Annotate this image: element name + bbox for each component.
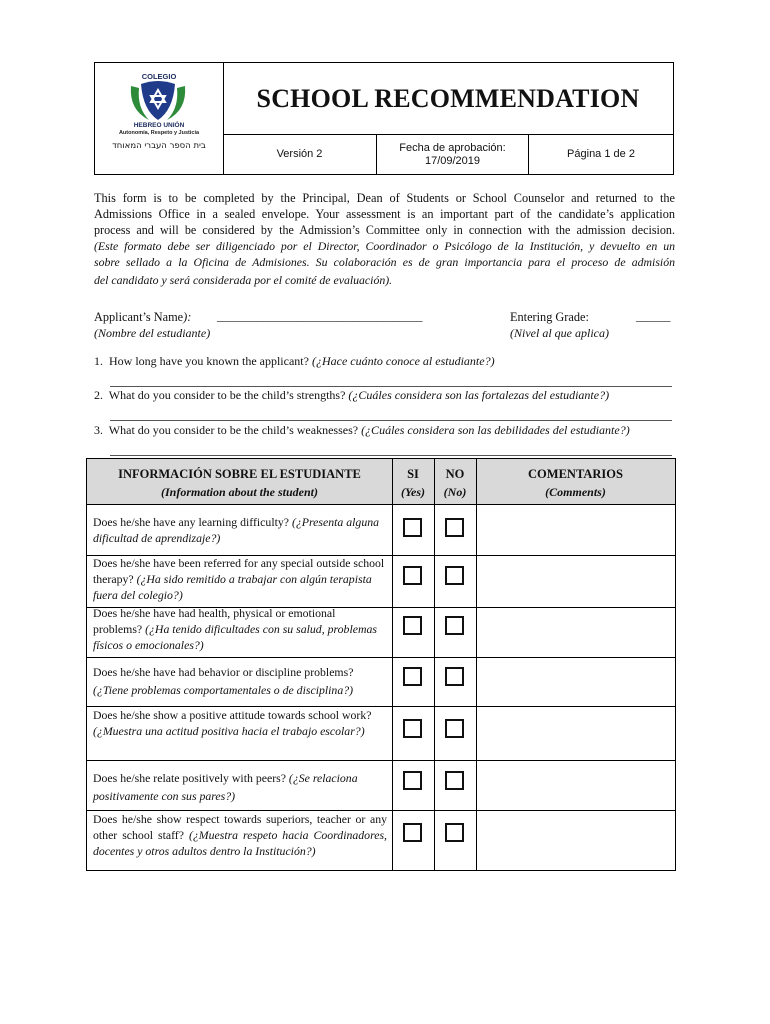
yes-checkbox[interactable] bbox=[403, 566, 422, 585]
logo-name: HEBREO UNIÓN bbox=[133, 122, 185, 129]
table-row-question: Does he/she show a positive attitude towards school work? (¿Muestra una actitud positiva hacia el trabajo escolar?) bbox=[93, 708, 372, 738]
no-checkbox[interactable] bbox=[445, 823, 464, 842]
header-no-en: (No) bbox=[443, 485, 467, 499]
entering-grade-field[interactable]: ______ bbox=[636, 309, 671, 323]
header-comments: COMENTARIOS bbox=[528, 467, 623, 481]
question-2: 2. What do you consider to be the child’s strengths? (¿Cuáles considera son las fortalezas del estudiante?) bbox=[94, 388, 610, 402]
no-checkbox[interactable] bbox=[445, 719, 464, 738]
table-row-question: Does he/she relate positively with peers? (¿Se relaciona positivamente con sus pares?) bbox=[93, 771, 358, 803]
approval-date-cell bbox=[377, 135, 529, 174]
logo-cell bbox=[95, 63, 224, 174]
comments-column[interactable] bbox=[477, 505, 674, 870]
answer-line-1[interactable] bbox=[110, 386, 672, 387]
applicant-name-field[interactable]: ____________________________________ bbox=[217, 309, 423, 323]
no-checkbox[interactable] bbox=[445, 667, 464, 686]
approval-date-value: 17/09/2019 bbox=[424, 154, 481, 167]
version-label: Versión 2 bbox=[223, 135, 377, 174]
answer-line-3[interactable] bbox=[110, 455, 672, 456]
yes-checkbox[interactable] bbox=[403, 771, 422, 790]
document-header bbox=[94, 62, 674, 175]
applicant-name-label: Applicant’s Name): bbox=[94, 310, 192, 324]
table-row-question: Does he/she have any learning difficulty? (¿Presenta alguna dificultad de aprendizaje?) bbox=[93, 515, 380, 545]
entering-grade-label-es: (Nivel al que aplica) bbox=[510, 326, 609, 340]
no-checkbox[interactable] bbox=[445, 566, 464, 585]
no-checkbox[interactable] bbox=[445, 616, 464, 635]
answer-line-2[interactable] bbox=[110, 420, 672, 421]
approval-date-label: Fecha de aprobación: bbox=[399, 141, 506, 154]
school-logo-icon bbox=[127, 80, 189, 122]
logo-top-text: COLEGIO bbox=[141, 72, 177, 81]
yes-checkbox[interactable] bbox=[403, 823, 422, 842]
applicant-name-label-es: (Nombre del estudiante) bbox=[94, 326, 211, 340]
header-si: SI bbox=[407, 467, 419, 481]
student-info-table bbox=[86, 458, 676, 871]
intro-line: This form is to be completed by the Principal, Dean of Students or School Counselor and returned to the bbox=[94, 191, 675, 205]
question-1: 1. How long have you known the applicant? (¿Hace cuánto conoce al estudiante?) bbox=[94, 354, 495, 368]
table-row-question: Does he/she have been referred for any special outside school therapy? (¿Ha sido remitido a trabajar con algún terapista fuera del colegio?) bbox=[93, 556, 385, 602]
yes-checkbox[interactable] bbox=[403, 616, 422, 635]
intro-line-es: (Este formato debe ser diligenciado por el Director, Coordinador o Psicólogo de la Institución, y devuelto en un bbox=[94, 239, 675, 253]
header-no: NO bbox=[445, 467, 465, 481]
entering-grade-label: Entering Grade: bbox=[510, 310, 589, 324]
header-info-en: (Information about the student) bbox=[160, 485, 319, 499]
page-title: SCHOOL RECOMMENDATION bbox=[223, 63, 673, 135]
logo-hebrew-text: בית הספר העברי המאוחד bbox=[112, 141, 206, 151]
intro-line: process and will be considered by the Admission’s Committee only in connection with the admission decision. bbox=[94, 223, 675, 237]
page-number: Página 1 de 2 bbox=[567, 148, 635, 160]
header-si-en: (Yes) bbox=[401, 485, 425, 499]
intro-paragraph bbox=[94, 190, 675, 288]
header-comments-en: (Comments) bbox=[545, 485, 606, 499]
no-checkbox[interactable] bbox=[445, 518, 464, 537]
table-row-question: Does he/she show respect towards superiors, teacher or any other school staff? (¿Muestra respeto hacia Coordinadores, docentes y otros adultos dentro la Institución?) bbox=[93, 812, 388, 858]
yes-checkbox[interactable] bbox=[403, 719, 422, 738]
yes-checkbox[interactable] bbox=[403, 667, 422, 686]
intro-line-es: sobre sellado a la Oficina de Admisiones. Su colaboración es de gran importancia para el proceso de admisión bbox=[94, 255, 675, 269]
question-3: 3. What do you consider to be the child’s weaknesses? (¿Cuáles considera son las debilidades del estudiante?) bbox=[94, 423, 630, 437]
intro-line: Admissions Office in a sealed envelope. Your assessment is an important part of the candidate’s application bbox=[94, 207, 675, 221]
header-info: INFORMACIÓN SOBRE EL ESTUDIANTE bbox=[118, 467, 361, 481]
yes-checkbox[interactable] bbox=[403, 518, 422, 537]
logo-motto: Autonomía, Respeto y Justicia bbox=[118, 130, 200, 136]
table-row-question: Does he/she have had health, physical or emotional problems? (¿Ha tenido dificultades con su salud, problemas físicos o emocionales?) bbox=[93, 606, 377, 652]
table-row-question: Does he/she have had behavior or discipline problems? (¿Tiene problemas comportamentales o de disciplina?) bbox=[93, 665, 354, 697]
intro-line-es: del candidato y será considerada por el comité de evaluación). bbox=[94, 273, 393, 287]
no-checkbox[interactable] bbox=[445, 771, 464, 790]
